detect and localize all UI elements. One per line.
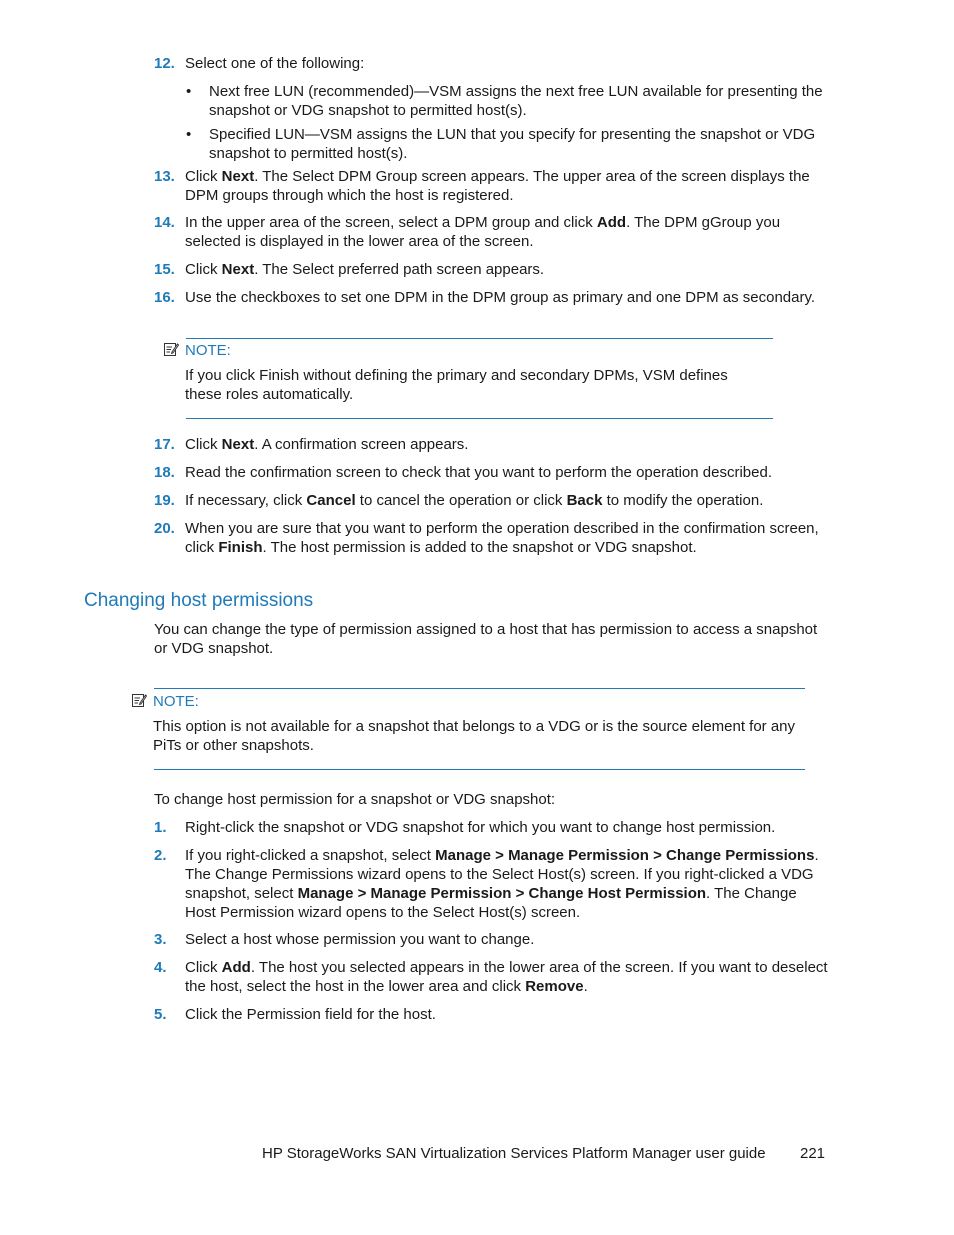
step-text: In the upper area of the screen, select a DPM group and click Add. The DPM gGroup you selected is displayed in the lower area of the screen. xyxy=(185,214,781,250)
bullet-dot: • xyxy=(186,83,192,100)
ui-term: Back xyxy=(566,492,603,509)
ui-term: Remove xyxy=(525,978,584,995)
bullet-dot: • xyxy=(186,126,192,143)
note-rule-top xyxy=(154,688,805,689)
step-number: 15. xyxy=(154,261,175,278)
step-text: If necessary, click Cancel to cancel the operation or click Back to modify the operation. xyxy=(185,492,764,509)
note-rule-top xyxy=(186,338,773,339)
note-label: NOTE: xyxy=(153,693,199,710)
page-number: 221 xyxy=(800,1145,826,1162)
ui-term: Manage > Manage Permission > Change Host Permission xyxy=(297,885,707,902)
note-text: This option is not available for a snapshot that belongs to a VDG or is the source element for any PiTs or other snapshots. xyxy=(153,718,796,754)
ui-term: Next xyxy=(221,261,255,278)
step-number: 17. xyxy=(154,436,175,453)
step-number: 20. xyxy=(154,520,175,537)
step-number: 19. xyxy=(154,492,175,509)
step-text: Click Next. The Select preferred path screen appears. xyxy=(185,261,545,278)
step-text: Select one of the following: xyxy=(185,55,365,72)
ui-term: Add xyxy=(596,214,627,231)
bullet-text: Next free LUN (recommended)—VSM assigns the next free LUN available for presenting the snapshot or VDG snapshot to permitted host(s). xyxy=(209,83,823,119)
step-text: Right-click the snapshot or VDG snapshot for which you want to change host permission. xyxy=(185,819,776,836)
step-number: 16. xyxy=(154,289,175,306)
step-number: 2. xyxy=(154,847,167,864)
step-number: 5. xyxy=(154,1006,167,1023)
step-number: 14. xyxy=(154,214,175,231)
ui-term: Next xyxy=(221,168,255,185)
step-text: If you right-clicked a snapshot, select Manage > Manage Permission > Change Permissions. The Change Permissions wizard opens to the Select Host(s) screen. If you right-clicked a VDG snapshot, select Manage > Manage Permission > Change Host Permission. The Change Host Permission wizard opens to the Select Host(s) screen. xyxy=(185,847,819,921)
note-label: NOTE: xyxy=(185,342,231,359)
note-rule-bottom xyxy=(154,769,805,770)
procedure-lead: To change host permission for a snapshot or VDG snapshot: xyxy=(154,791,556,808)
step-number: 4. xyxy=(154,959,167,976)
step-number: 1. xyxy=(154,819,167,836)
ui-term: Finish xyxy=(218,539,263,556)
step-text: Click the Permission field for the host. xyxy=(185,1006,436,1023)
ui-term: Manage > Manage Permission > Change Permissions xyxy=(435,847,815,864)
ui-term: Next xyxy=(221,436,255,453)
step-number: 13. xyxy=(154,168,175,185)
bullet-text: Specified LUN—VSM assigns the LUN that you specify for presenting the snapshot or VDG snapshot to permitted host(s). xyxy=(209,126,816,162)
step-text: Use the checkboxes to set one DPM in the DPM group as primary and one DPM as secondary. xyxy=(185,289,816,306)
step-text: Select a host whose permission you want to change. xyxy=(185,931,535,948)
note-text: If you click Finish without defining the primary and secondary DPMs, VSM defines these roles automatically. xyxy=(185,367,728,403)
section-title: Changing host permissions xyxy=(84,590,314,611)
note-pencil-icon xyxy=(131,692,147,708)
step-number: 18. xyxy=(154,464,175,481)
step-text: Click Next. A confirmation screen appears. xyxy=(185,436,469,453)
step-text: Click Next. The Select DPM Group screen appears. The upper area of the screen displays the DPM groups through which the host is registered. xyxy=(185,168,810,204)
note-rule-bottom xyxy=(186,418,773,419)
step-text: Click Add. The host you selected appears in the lower area of the screen. If you want to deselect the host, select the host in the lower area and click Remove. xyxy=(185,959,828,995)
section-intro: You can change the type of permission assigned to a host that has permission to access a snapshot or VDG snapshot. xyxy=(154,621,818,657)
ui-term: Cancel xyxy=(306,492,356,509)
step-number: 3. xyxy=(154,931,167,948)
step-text: Read the confirmation screen to check that you want to perform the operation described. xyxy=(185,464,772,481)
step-number: 12. xyxy=(154,55,175,72)
note-pencil-icon xyxy=(163,341,179,357)
ui-term: Add xyxy=(221,959,251,976)
step-text: When you are sure that you want to perform the operation described in the confirmation screen, click Finish. The host permission is added to the snapshot or VDG snapshot. xyxy=(185,520,819,556)
footer-title: HP StorageWorks SAN Virtualization Services Platform Manager user guide xyxy=(262,1145,766,1162)
